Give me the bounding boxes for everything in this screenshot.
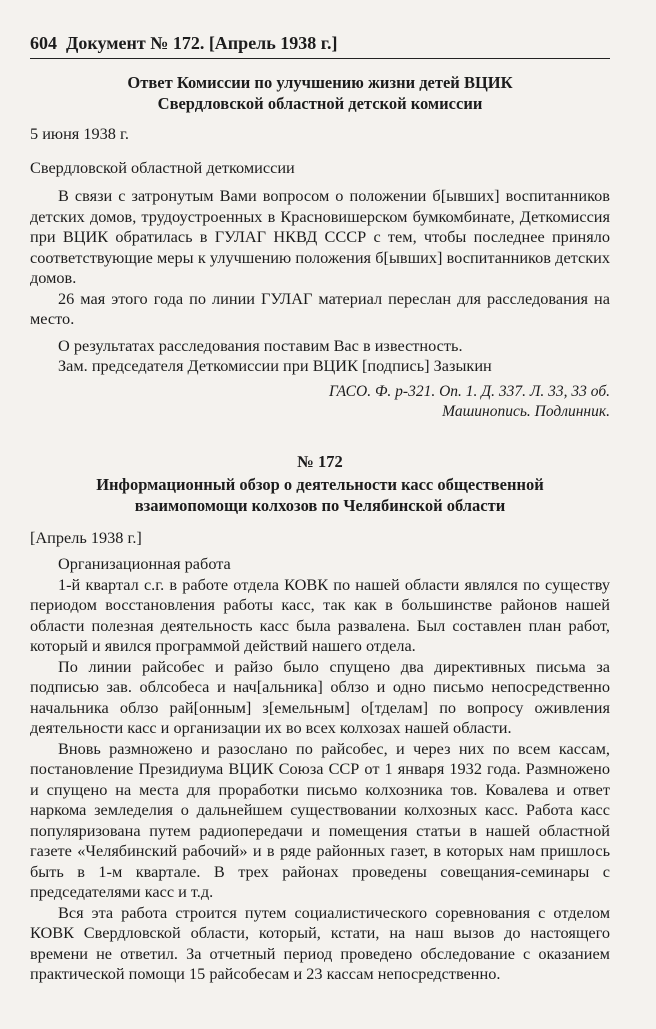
doc171-title-line1: Ответ Комиссии по улучшению жизни детей ВЦИК: [127, 73, 513, 92]
doc172-title: [30, 474, 610, 516]
doc172-number: № 172: [297, 452, 343, 471]
doc172-paragraph: 1-й квартал с.г. в работе отдела КОВК по нашей области являлся по существу периодом восстановления работы касс, так как в большинстве районов нашей области полезная деятельность касс была развалена. Был составлен план работ, который и явился программой действий нашего отдела.: [30, 574, 610, 655]
doc171-addressee: Свердловской областной деткомиссии: [30, 158, 295, 177]
doc172-date: [Апрель 1938 г.]: [30, 528, 142, 547]
doc172-section-heading: Организационная работа: [58, 554, 231, 573]
doc172-paragraph: По линии райсобес и райзо было спущено два директивных письма за подписью зав. облсобеса и нач[альника] облзо и одно письмо непосредственно начальника облзо рай[онным] з[емельным] о[тделам] по вопросу оживления деятельности касс и организации их во всех колхозах нашей области.: [30, 656, 610, 737]
doc171-body: [30, 186, 610, 377]
doc171-archive-reference: [30, 382, 610, 422]
doc171-date: 5 июня 1938 г.: [30, 124, 129, 143]
archive-note: Машинопись. Подлинник.: [442, 403, 610, 420]
running-title: Документ № 172. [Апрель 1938 г.]: [66, 33, 338, 53]
doc172-body: [30, 554, 610, 985]
doc171-title: [30, 72, 610, 114]
doc171-title-line2: Свердловской областной детской комиссии: [157, 94, 483, 113]
doc172-title-line2: взаимопомощи колхозов по Челябинской области: [134, 496, 506, 515]
running-header: [30, 32, 610, 54]
header-divider: [30, 58, 610, 59]
page-number: 604: [30, 33, 57, 53]
doc172-paragraph: Вся эта работа строится путем социалистического соревнования с отделом КОВК Свердловской области, который, кстати, на наш вызов до настоящего времени не ответил. За отчетный период проведено обследование с оказанием практической помощи 15 райсобесам и 23 кассам непосредственно.: [30, 902, 610, 983]
doc171-paragraph: О результатах расследования поставим Вас в известность.: [58, 335, 463, 355]
archive-ref: ГАСО. Ф. р-321. Оп. 1. Д. 337. Л. 33, 33 об.: [328, 383, 610, 400]
doc172-title-line1: Информационный обзор о деятельности касс общественной: [96, 475, 544, 494]
doc171-paragraph: В связи с затронутым Вами вопросом о положении б[ывших] воспитанников детских домов, трудоустроенных в Красновишерском бумкомбинате, Деткомиссия при ВЦИК обратилась в ГУЛАГ НКВД СССР с тем, чтобы последнее приняло соответствующие меры к улучшению положения б[ывших] воспитанников детских домов.: [30, 186, 610, 287]
doc171-signature: Зам. председателя Деткомиссии при ВЦИК [подпись] Зазыкин: [58, 356, 492, 375]
doc172-paragraph: Вновь размножено и разослано по райсобес, и через них по всем кассам, постановление Президиума ВЦИК Союза ССР от 1 января 1932 года. Размножено и спущено на места для проработки письмо колхозника тов. Ковалева и ответ наркома земледелия о дальнейшем существовании колхозных касс. Работа касс популяризована путем радиопередачи и помещения статьи в нашей областной газете «Челябинский рабочий» и в ряде районных газет, в которых нам пришлось быть в 1-м квартале. В трех районах проведены совещания-семинары с председателями касс и т.д.: [30, 738, 610, 901]
doc171-paragraph: 26 мая этого года по линии ГУЛАГ материал переслан для расследования на место.: [30, 288, 610, 328]
